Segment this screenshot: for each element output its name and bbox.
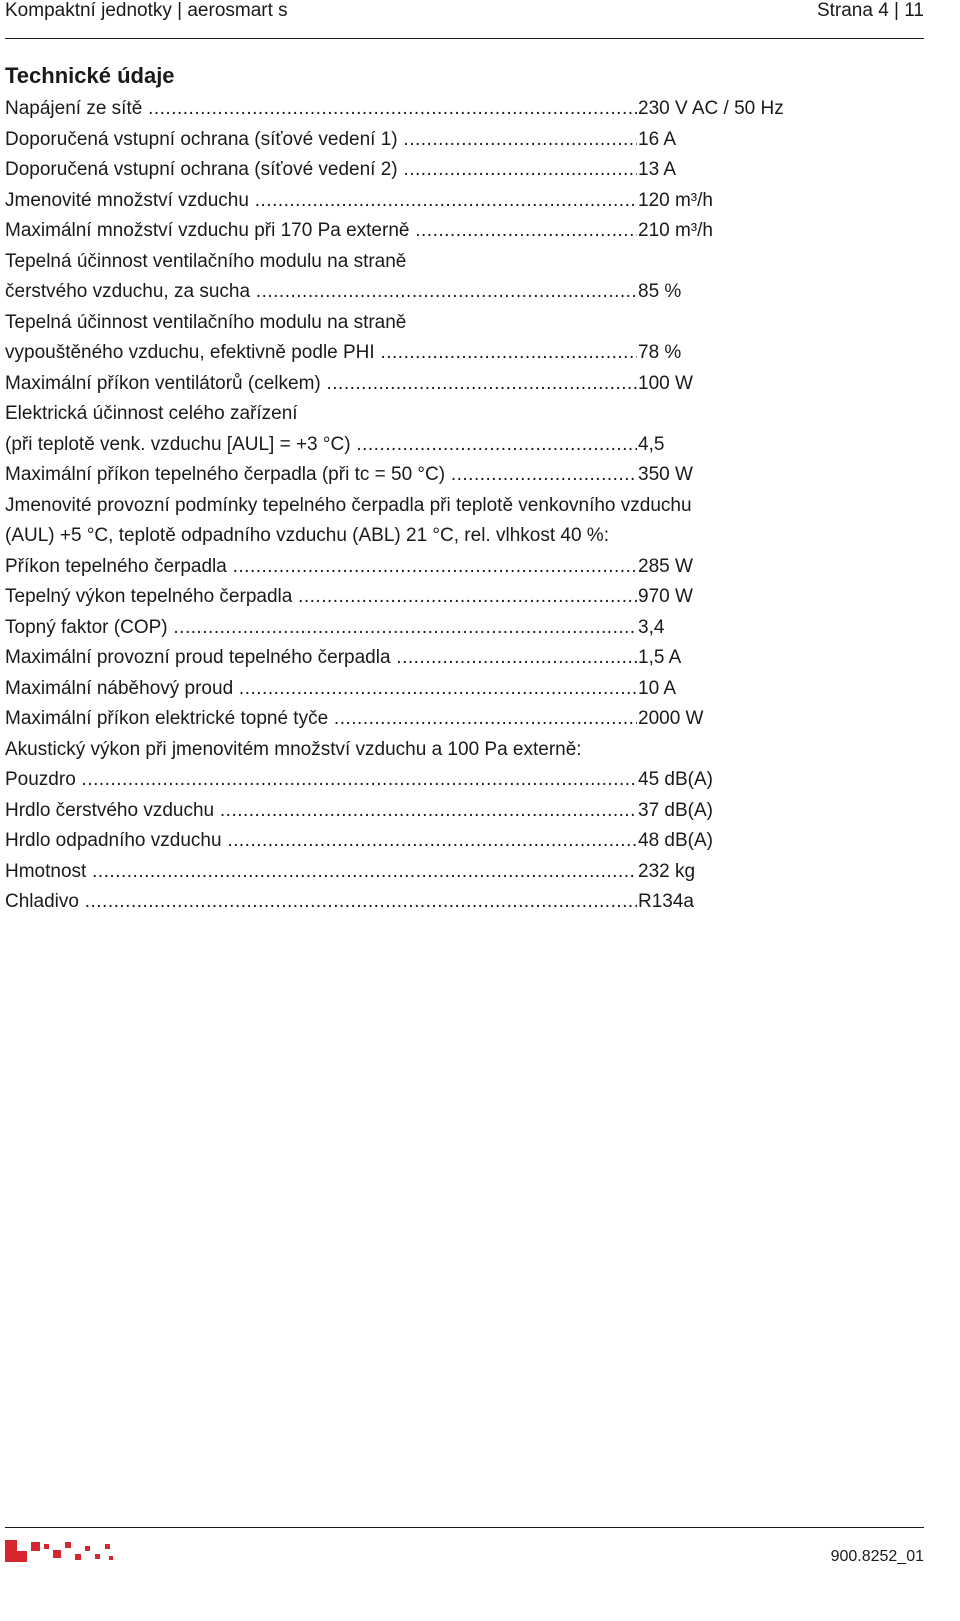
spec-label bbox=[5, 826, 637, 856]
spec-text-row bbox=[5, 735, 835, 766]
spec-row bbox=[5, 552, 835, 583]
spec-value: 232 kg bbox=[638, 860, 696, 882]
spec-label-text: vypouštěného vzduchu, efektivně podle PHI bbox=[5, 342, 375, 363]
spec-value: 2000 W bbox=[638, 708, 704, 729]
spec-label bbox=[5, 155, 637, 185]
spec-label bbox=[5, 460, 637, 490]
page-header bbox=[5, 0, 924, 39]
spec-row bbox=[5, 94, 835, 125]
spec-label-text: Doporučená vstupní ochrana (síťové vedení 2) bbox=[5, 159, 398, 180]
spec-value: 16 A bbox=[638, 128, 677, 150]
spec-row bbox=[5, 460, 835, 491]
spec-value: 3,4 bbox=[638, 616, 665, 638]
spec-value: 120 m³/h bbox=[638, 189, 713, 211]
spec-text-row bbox=[5, 399, 835, 430]
spec-label bbox=[5, 552, 637, 582]
spec-value: 45 dB(A) bbox=[638, 769, 713, 790]
spec-label bbox=[5, 369, 637, 399]
spec-label bbox=[5, 887, 637, 917]
spec-label bbox=[5, 277, 637, 307]
spec-list bbox=[5, 94, 835, 918]
spec-label-text: Maximální příkon tepelného čerpadla (při tc = 50 °C) bbox=[5, 464, 446, 485]
spec-label bbox=[5, 613, 637, 643]
spec-label-text: Maximální množství vzduchu při 170 Pa externě bbox=[5, 220, 410, 241]
spec-label-text: Maximální příkon ventilátorů (celkem) bbox=[5, 372, 321, 394]
spec-label-text: Napájení ze sítě bbox=[5, 98, 143, 119]
spec-row bbox=[5, 704, 835, 735]
spec-text: Akustický výkon při jmenovitém množství vzduchu a 100 Pa externě: bbox=[5, 738, 582, 760]
spec-label bbox=[5, 582, 637, 612]
spec-row bbox=[5, 613, 835, 644]
spec-value: 230 V AC / 50 Hz bbox=[638, 98, 784, 119]
spec-label bbox=[5, 643, 637, 673]
section-title: Technické údaje bbox=[5, 63, 175, 88]
spec-row bbox=[5, 674, 835, 705]
spec-label-text: Příkon tepelného čerpadla bbox=[5, 555, 227, 577]
spec-text-row bbox=[5, 308, 835, 339]
spec-label-text: Topný faktor (COP) bbox=[5, 616, 168, 638]
document-code: 900.8252_01 bbox=[830, 1548, 924, 1565]
spec-label-text: čerstvého vzduchu, za sucha bbox=[5, 281, 251, 302]
spec-label bbox=[5, 857, 637, 887]
spec-text: (AUL) +5 °C, teplotě odpadního vzduchu (ABL) 21 °C, rel. vlhkost 40 %: bbox=[5, 525, 609, 546]
spec-text-row bbox=[5, 521, 835, 552]
spec-row bbox=[5, 765, 835, 796]
spec-label-text: Pouzdro bbox=[5, 769, 76, 790]
spec-label bbox=[5, 94, 637, 124]
spec-value: 970 W bbox=[638, 586, 693, 607]
spec-label-text: Tepelný výkon tepelného čerpadla bbox=[5, 586, 293, 607]
spec-row bbox=[5, 155, 835, 186]
document-title: Kompaktní jednotky | aerosmart s bbox=[5, 0, 288, 21]
spec-row bbox=[5, 857, 835, 888]
spec-row bbox=[5, 216, 835, 247]
spec-text: Elektrická účinnost celého zařízení bbox=[5, 403, 298, 424]
spec-value: 78 % bbox=[638, 342, 682, 363]
spec-value: 285 W bbox=[638, 555, 693, 577]
spec-row bbox=[5, 887, 835, 918]
spec-value: 350 W bbox=[638, 464, 693, 485]
spec-text-row bbox=[5, 247, 835, 278]
spec-label bbox=[5, 430, 637, 460]
spec-label bbox=[5, 216, 637, 246]
spec-row bbox=[5, 125, 835, 156]
spec-value: 13 A bbox=[638, 159, 677, 180]
spec-label bbox=[5, 765, 637, 795]
spec-text-row bbox=[5, 491, 835, 522]
spec-value: R134a bbox=[638, 891, 694, 912]
spec-row bbox=[5, 796, 835, 827]
spec-label bbox=[5, 338, 637, 368]
page-number: Strana 4 | 11 bbox=[816, 0, 924, 21]
spec-label-text: Maximální příkon elektrické topné tyče bbox=[5, 708, 329, 729]
footer-divider bbox=[5, 1527, 924, 1528]
spec-label-text: Chladivo bbox=[5, 891, 79, 912]
spec-label-text: Hmotnost bbox=[5, 860, 87, 882]
spec-row bbox=[5, 430, 835, 461]
spec-row bbox=[5, 826, 835, 857]
spec-label-text: Hrdlo čerstvého vzduchu bbox=[5, 799, 215, 821]
spec-label bbox=[5, 704, 637, 734]
spec-row bbox=[5, 277, 835, 308]
spec-label bbox=[5, 186, 637, 216]
spec-row bbox=[5, 186, 835, 217]
spec-row bbox=[5, 338, 835, 369]
spec-value: 210 m³/h bbox=[638, 220, 713, 241]
spec-value: 37 dB(A) bbox=[638, 799, 713, 821]
spec-value: 10 A bbox=[638, 677, 677, 699]
spec-label-text: (při teplotě venk. vzduchu [AUL] = +3 °C) bbox=[5, 433, 351, 455]
spec-value: 4,5 bbox=[638, 433, 665, 455]
spec-value: 48 dB(A) bbox=[638, 830, 713, 851]
company-logo bbox=[5, 1538, 115, 1569]
spec-value: 1,5 A bbox=[638, 647, 682, 668]
spec-label-text: Maximální provozní proud tepelného čerpadla bbox=[5, 647, 391, 668]
spec-label-text: Hrdlo odpadního vzduchu bbox=[5, 830, 222, 851]
spec-label bbox=[5, 674, 637, 704]
spec-label-text: Maximální náběhový proud bbox=[5, 677, 234, 699]
spec-label bbox=[5, 125, 637, 155]
spec-value: 85 % bbox=[638, 281, 682, 302]
spec-row bbox=[5, 582, 835, 613]
spec-text: Tepelná účinnost ventilačního modulu na straně bbox=[5, 311, 407, 333]
spec-row bbox=[5, 369, 835, 400]
spec-row bbox=[5, 643, 835, 674]
spec-text: Tepelná účinnost ventilačního modulu na straně bbox=[5, 250, 407, 272]
spec-label bbox=[5, 796, 637, 826]
spec-value: 100 W bbox=[638, 372, 693, 394]
spec-label-text: Jmenovité množství vzduchu bbox=[5, 189, 249, 211]
spec-label-text: Doporučená vstupní ochrana (síťové vedení 1) bbox=[5, 128, 398, 150]
spec-text: Jmenovité provozní podmínky tepelného čerpadla při teplotě venkovního vzduchu bbox=[5, 494, 692, 516]
